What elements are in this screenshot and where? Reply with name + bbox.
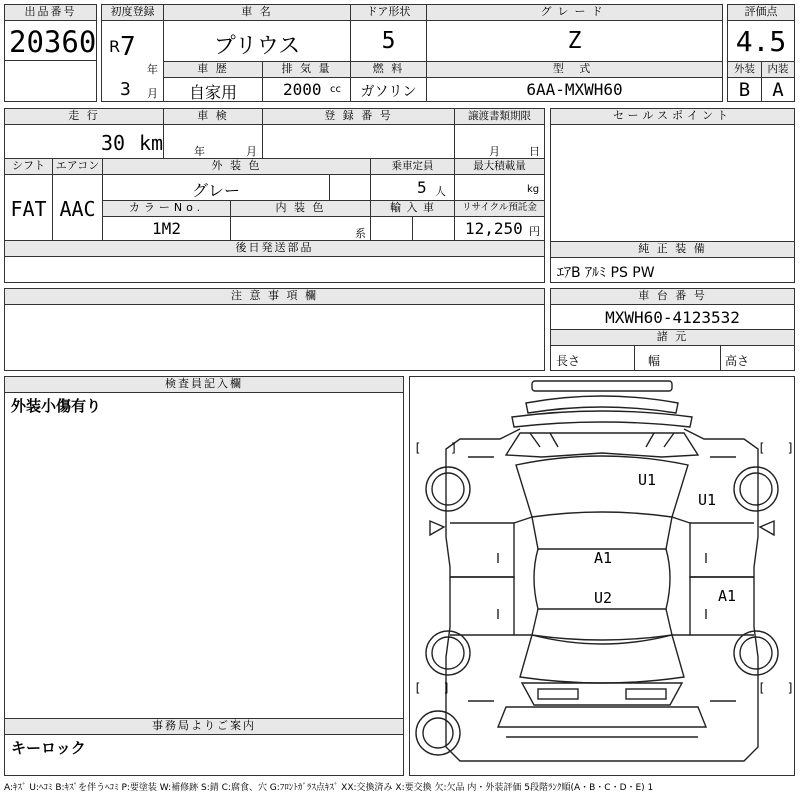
ext-score-value: B [738, 79, 751, 101]
car-name-label: 車 名 [163, 4, 351, 21]
ext-color-box [102, 174, 330, 201]
bracket-rear-right: [ ] [758, 681, 795, 695]
recycle-unit: 円 [529, 225, 540, 238]
fuel-box [350, 77, 427, 102]
equipment-value: ｴｱB ｱﾙﾐ PS PW [557, 265, 655, 281]
ext-color-value: グレー [191, 181, 240, 200]
damage-mark: U1 [638, 471, 657, 489]
bracket-rear-left: [ ] [414, 681, 451, 695]
first-reg-label: 初度登録 [101, 4, 164, 21]
specs-label: 諸 元 [550, 329, 795, 346]
transfer-day-unit: 日 [529, 145, 540, 158]
first-reg-month: 3 [120, 79, 131, 100]
int-score-box [761, 77, 795, 102]
car-body-outline [410, 377, 794, 775]
inspection-box [163, 124, 263, 159]
ext-score-label: 外装 [727, 61, 762, 78]
grade-box [426, 20, 723, 62]
history-value: 自家用 [188, 83, 237, 102]
import-box-a [370, 216, 413, 241]
later-parts-label: 後日発送部品 [4, 240, 545, 257]
spec-length-label: 長さ [556, 354, 581, 368]
history-box [163, 77, 263, 102]
notes-label: 注 意 事 項 欄 [4, 288, 545, 305]
inspector-box [4, 392, 404, 719]
capacity-unit: 人 [435, 185, 446, 198]
import-label: 輸 入 車 [370, 200, 455, 217]
recycle-value: 12,250 [465, 219, 523, 238]
inspector-label: 検査員記入欄 [4, 376, 404, 393]
grade-label: グレード [426, 4, 723, 21]
inspector-value: 外装小傷有り [11, 397, 102, 415]
mileage-label: 走 行 [4, 108, 164, 125]
int-color-unit: 系 [355, 227, 366, 240]
first-reg-year: 7 [120, 32, 136, 62]
model-code-label: 型 式 [426, 61, 723, 78]
score-value: 4.5 [735, 25, 787, 58]
spec-height-label: 高さ [725, 354, 750, 368]
recycle-label: リサイクル預託金 [454, 200, 545, 217]
doors-box [350, 20, 427, 62]
grade-value: Z [567, 28, 582, 54]
recycle-box [454, 216, 545, 241]
first-reg-era: R [109, 37, 121, 56]
color-no-label: カラーNo. [102, 200, 231, 217]
lot-box [4, 20, 97, 61]
color-no-box [102, 216, 231, 241]
damage-mark: A1 [594, 549, 613, 567]
spec-width-box [634, 345, 721, 371]
first-reg-year-unit: 年 [147, 63, 158, 76]
legend-footer: A:ｷｽﾞ U:ﾍｺﾐ B:ｷｽﾞを伴うﾍｺﾐ P:要塗装 W:補修跡 S:錆 C:腐食、穴 G:ﾌﾛﾝﾄｶﾞﾗｽ点ｷｽﾞ XX:交換済み X:要交換 欠:欠品 内・外装評価 5段階ﾗﾝｸ順(A・B・C・D・E) 1 [4, 783, 654, 793]
shift-box [4, 174, 53, 241]
mileage-box [4, 124, 164, 159]
mileage-value: 30 [101, 131, 126, 155]
max-load-label: 最大積載量 [454, 158, 545, 175]
aircon-label: エアコン [52, 158, 103, 175]
equipment-label: 純 正 装 備 [550, 241, 795, 258]
model-code-box [426, 77, 723, 102]
inspection-label: 車 検 [163, 108, 263, 125]
spec-length-box [550, 345, 635, 371]
shift-label: シフト [4, 158, 53, 175]
shift-value: FAT [10, 197, 47, 221]
int-color-label: 内 装 色 [230, 200, 371, 217]
import-box-b [412, 216, 455, 241]
capacity-value: 5 [417, 178, 427, 197]
damage-mark: U2 [594, 589, 613, 607]
spec-height-box [720, 345, 795, 371]
transfer-month-unit: 月 [489, 145, 500, 158]
displacement-unit: cc [330, 84, 341, 95]
bracket-front-right: [ ] [758, 441, 795, 455]
lot-label: 出品番号 [4, 4, 97, 21]
fuel-label: 燃 料 [350, 61, 427, 78]
first-reg-box [101, 20, 164, 102]
lot-number: 20360 [9, 25, 97, 59]
office-box [4, 734, 404, 776]
history-label: 車 歴 [163, 61, 263, 78]
transfer-docs-label: 譲渡書類期限 [454, 108, 545, 125]
mileage-unit: km [139, 131, 164, 155]
sales-points-box [550, 124, 795, 242]
plate-label: 登 録 番 号 [262, 108, 455, 125]
doors-label: ドア形状 [350, 4, 427, 21]
doors-value: 5 [381, 28, 396, 54]
int-score-label: 内装 [761, 61, 795, 78]
displacement-box [262, 77, 351, 102]
color-no-value: 1M2 [152, 219, 181, 238]
office-label: 事務局よりご案内 [4, 718, 404, 735]
capacity-box [370, 174, 455, 201]
damage-mark: U1 [698, 491, 717, 509]
chassis-label: 車 台 番 号 [550, 288, 795, 305]
later-parts-box [4, 256, 545, 283]
score-box [727, 20, 795, 62]
notes-box [4, 304, 545, 371]
damage-mark: A1 [718, 587, 737, 605]
displacement-label: 排 気 量 [262, 61, 351, 78]
sales-points-label: セールスポイント [550, 108, 795, 125]
equipment-box [550, 257, 795, 283]
max-load-box [454, 174, 545, 201]
capacity-label: 乗車定員 [370, 158, 455, 175]
plate-box [262, 124, 455, 159]
car-name-value: プリウス [213, 34, 301, 59]
inspection-year-unit: 年 [194, 145, 205, 158]
aircon-value: AAC [59, 197, 96, 221]
car-name-box [163, 20, 351, 62]
car-diagram [409, 376, 795, 776]
int-score-value: A [772, 79, 784, 101]
chassis-box [550, 304, 795, 330]
bracket-front-left: [ ] [414, 441, 458, 455]
ext-score-box [727, 77, 762, 102]
lot-blank [4, 60, 97, 102]
max-load-unit: kg [527, 184, 540, 195]
displacement-value: 2000 [283, 80, 322, 99]
chassis-value: MXWH60-4123532 [605, 308, 740, 327]
int-color-box [230, 216, 371, 241]
spec-width-label: 幅 [648, 354, 661, 368]
transfer-docs-box [454, 124, 545, 159]
aircon-box [52, 174, 103, 241]
fuel-value: ガソリン [360, 84, 417, 100]
ext-color-extra [329, 174, 371, 201]
office-value: キーロック [11, 739, 86, 757]
first-reg-month-unit: 月 [147, 87, 158, 100]
score-label: 評価点 [727, 4, 795, 21]
ext-color-label: 外 装 色 [102, 158, 371, 175]
inspection-month-unit: 月 [246, 145, 257, 158]
model-code-value: 6AA-MXWH60 [526, 80, 623, 99]
